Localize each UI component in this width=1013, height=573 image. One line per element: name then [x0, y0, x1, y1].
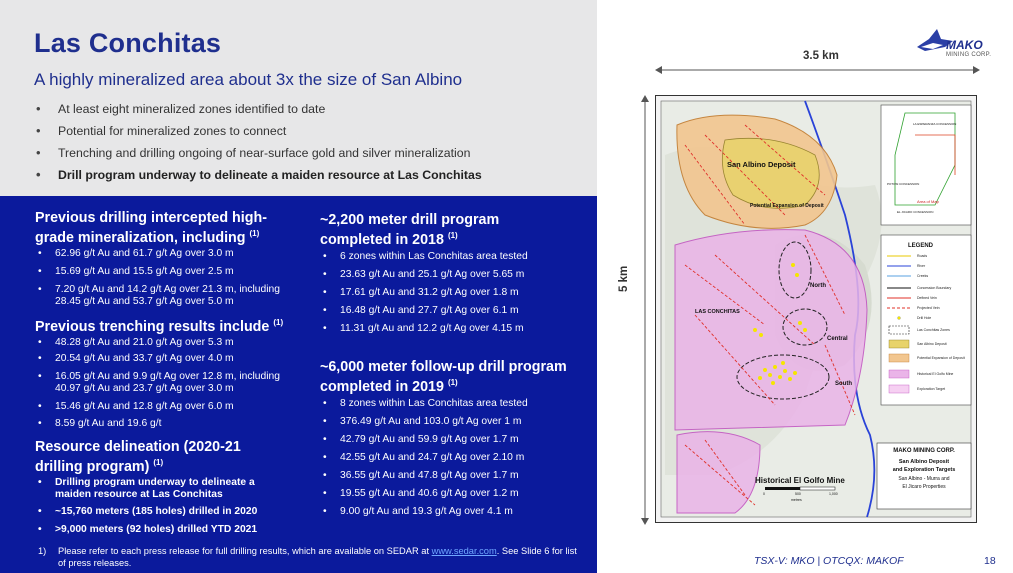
logo-subtitle: MINING CORP.	[946, 52, 992, 58]
section-heading: Previous drilling intercepted high-grade mineralization, including $^{(1)}$	[35, 210, 267, 246]
intro-bullet: • At least eight mineralized zones identified to date	[36, 100, 482, 122]
result-item: • 42.55 g/t Au and 24.7 g/t Ag over 2.10 m	[320, 452, 580, 470]
drill-2019-section	[320, 359, 585, 395]
title-block-line: San Albino Deposit	[898, 459, 950, 465]
resource-delineation-list	[35, 477, 285, 540]
geology-map	[655, 95, 977, 523]
area-of-map-label: Area of Map	[917, 199, 939, 204]
section-heading: Previous trenching results include $^{(1)}$	[35, 318, 284, 335]
page-number: 18	[984, 555, 996, 567]
legend-item: Historical El Golfo Mine	[917, 372, 954, 376]
result-item: • 15.46 g/t Au and 12.8 g/t Ag over 6.0 m	[35, 401, 300, 418]
trenching-results-list	[35, 337, 300, 434]
sedar-link[interactable]: www.sedar.com	[431, 546, 497, 556]
legend-item: River	[917, 264, 926, 268]
potosi-label: POTOSI CONCESSION	[887, 182, 920, 186]
potential-expansion-label: Potential Expansion of Deposit	[750, 203, 824, 209]
result-item: • >9,000 meters (92 holes) drilled YTD 2021	[35, 524, 285, 540]
result-item: • 7.20 g/t Au and 14.2 g/t Ag over 21.3 m, including 28.45 g/t Au and 53.7 g/t Ag over 5.0 m	[35, 284, 300, 308]
central-zone-label: Central	[827, 336, 848, 342]
south-zone-label: South	[835, 381, 852, 387]
legend-item: Drill Hole	[917, 316, 932, 320]
legend-item: Defined Vein	[917, 296, 937, 300]
legend-item: Concession Boundary	[917, 286, 952, 290]
san-albino-label: San Albino Deposit	[727, 160, 796, 169]
drilling-results-section	[35, 210, 295, 246]
result-item: • 11.31 g/t Au and 12.2 g/t Ag over 4.15 m	[320, 323, 580, 341]
logo-name: MAKO	[946, 38, 983, 52]
result-item: • 16.05 g/t Au and 9.9 g/t Ag over 12.8 m, including 40.97 g/t Au and 23.7 g/t Ag over 3.0 m	[35, 371, 300, 401]
result-item: • 9.00 g/t Au and 19.3 g/t Ag over 4.1 m	[320, 506, 580, 524]
height-dimension-arrow-icon	[635, 95, 655, 525]
intro-bullet-list	[36, 100, 482, 188]
result-item: • 19.55 g/t Au and 40.6 g/t Ag over 1.2 m	[320, 488, 580, 506]
title-block-line: El Jicaro Properties	[902, 484, 946, 490]
result-item: • ~15,760 meters (185 holes) drilled in 2020	[35, 506, 285, 524]
drill-2018-list	[320, 251, 580, 341]
title-block-line: and Exploration Targets	[892, 467, 956, 473]
result-item: • 42.79 g/t Au and 59.9 g/t Ag over 1.7 m	[320, 434, 580, 452]
map-width-label: 3.5 km	[803, 50, 839, 62]
result-item: • 6 zones within Las Conchitas area tested	[320, 251, 580, 269]
map-height-label: 5 km	[618, 265, 630, 292]
intro-bullet: • Trenching and drilling ongoing of near-surface gold and silver mineralization	[36, 144, 482, 166]
result-item: • 23.63 g/t Au and 25.1 g/t Ag over 5.65 m	[320, 269, 580, 287]
map-legend	[881, 235, 971, 405]
width-dimension-arrow-icon	[655, 60, 980, 80]
drill-2018-section	[320, 212, 540, 248]
result-item: • 376.49 g/t Au and 103.0 g/t Ag over 1 m	[320, 416, 580, 434]
ticker-footer: TSX-V: MKO | OTCQX: MAKOF	[754, 555, 904, 567]
result-item: • 62.96 g/t Au and 61.7 g/t Ag over 3.0 m	[35, 248, 300, 266]
result-item: • 8 zones within Las Conchitas area tested	[320, 398, 580, 416]
scale-unit-label: metres	[791, 498, 802, 502]
page-subtitle: A highly mineralized area about 3x the size of San Albino	[34, 70, 463, 89]
la-esperanza-label: LA ESPERANZA CONCESSION	[913, 122, 957, 126]
las-conchitas-label: LAS CONCHITAS	[695, 309, 740, 315]
legend-item: Projected Vein	[917, 306, 940, 310]
result-item: • 36.55 g/t Au and 47.8 g/t Ag over 1.7 m	[320, 470, 580, 488]
legend-item: Potential Expansion of Deposit	[917, 356, 965, 360]
scale-tick-label: 0	[763, 492, 765, 496]
section-heading: Resource delineation (2020-21 drilling program) $^{(1)}$	[35, 439, 241, 475]
result-item: • 15.69 g/t Au and 15.5 g/t Ag over 2.5 m	[35, 266, 300, 284]
drilling-results-list	[35, 248, 300, 308]
footnote-number: 1)	[38, 546, 47, 556]
scale-tick-label: 500	[795, 492, 801, 496]
result-item: • 17.61 g/t Au and 31.2 g/t Ag over 1.8 m	[320, 287, 580, 305]
result-item: • 20.54 g/t Au and 33.7 g/t Ag over 4.0 m	[35, 353, 300, 371]
legend-item: Las Conchitas Zones	[917, 328, 950, 332]
legend-title: LEGEND	[908, 243, 934, 249]
section-heading: ~6,000 meter follow-up drill program completed in 2019 $^{(1)}$	[320, 359, 567, 395]
el-golfo-label: Historical El Golfo Mine	[755, 476, 845, 485]
result-item: • 16.48 g/t Au and 27.7 g/t Ag over 6.1 m	[320, 305, 580, 323]
title-block-line: San Albino - Murra and	[898, 476, 950, 482]
legend-item: Roads	[917, 254, 928, 258]
legend-item: San Albino Deposit	[917, 342, 947, 346]
footnote-text: Please refer to each press release for full drilling results, which are available on SEDAR at www.sedar.com. See Slide 6 for list of press releases.	[58, 546, 577, 568]
north-zone-label: North	[810, 283, 826, 289]
title-block-company: MAKO MINING CORP.	[893, 448, 955, 454]
resource-delineation-section	[35, 439, 275, 475]
el-jicaro-label: EL JICARO CONCESSION	[897, 210, 934, 214]
intro-bullet: • Potential for mineralized zones to connect	[36, 122, 482, 144]
result-item: • Drilling program underway to delineate a maiden resource at Las Conchitas	[35, 477, 285, 506]
scale-tick-label: 1,000	[829, 492, 838, 496]
result-item: • 48.28 g/t Au and 21.0 g/t Ag over 5.3 m	[35, 337, 300, 353]
drill-2019-list	[320, 398, 580, 524]
result-item: • 8.59 g/t Au and 19.6 g/t	[35, 418, 300, 434]
legend-item: Creeks	[917, 274, 929, 278]
legend-item: Exploration Target	[917, 387, 946, 391]
intro-bullet: • Drill program underway to delineate a maiden resource at Las Conchitas	[36, 166, 482, 188]
trenching-results-section	[35, 315, 305, 335]
page-title: Las Conchitas	[34, 28, 222, 58]
section-heading: ~2,200 meter drill program completed in 2018 $^{(1)}$	[320, 212, 500, 248]
